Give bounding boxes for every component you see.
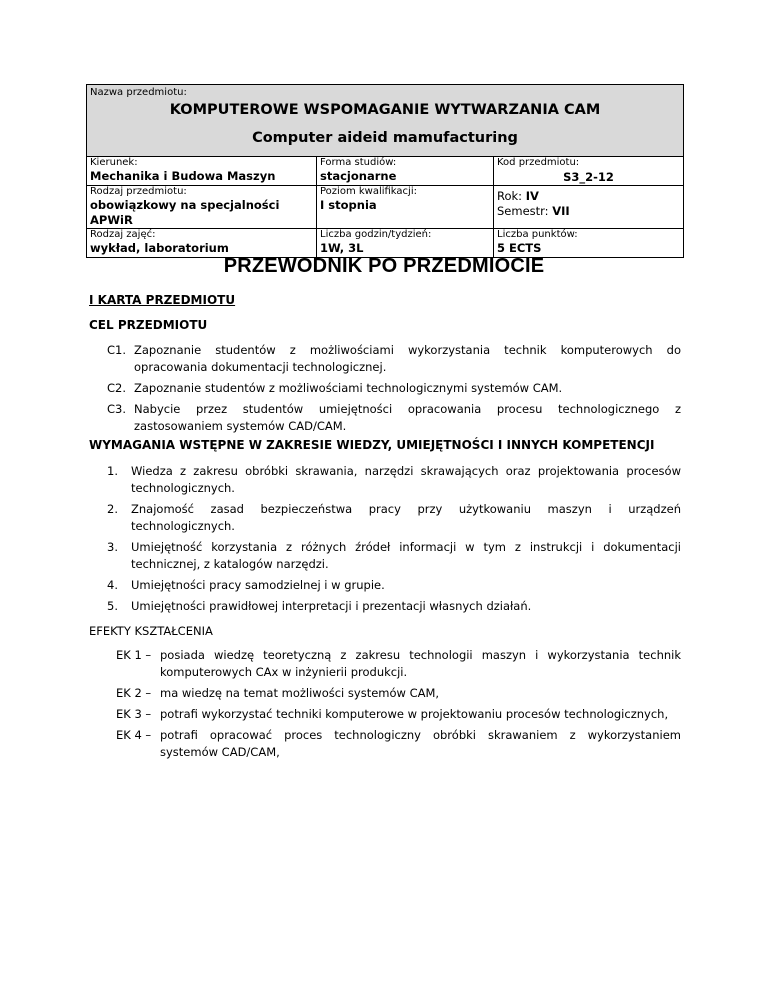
wymagania-item (107, 463, 681, 497)
cel-item-number: C3. (107, 402, 127, 416)
cel-list (107, 342, 681, 435)
main-title: PRZEWODNIK PO PRZEDMIOCIE (223, 255, 545, 277)
poziom-value: I stopnia (320, 198, 377, 212)
punkty-cell (494, 229, 684, 258)
wymagania-item-number: 5. (107, 599, 118, 613)
wymagania-item-number: 2. (107, 502, 118, 516)
subject-title-en: Computer aideid mamufacturing (252, 130, 518, 146)
rodzaj-cell (87, 186, 317, 229)
semestr-value: VII (552, 204, 570, 218)
wymagania-item (107, 577, 681, 594)
zajecia-cell (87, 229, 317, 258)
efekty-item-text: posiada wiedzę teoretyczną z zakresu technologii maszyn i wykorzystania technik komputerowych CAx w inżynierii produkcji. (160, 648, 681, 679)
wymagania-heading (89, 438, 681, 452)
cel-item-text: Zapoznanie studentów z możliwościami technologicznymi systemów CAM. (134, 381, 563, 395)
forma-cell (317, 157, 494, 186)
semestr-label: Semestr: (497, 204, 549, 218)
rok-semestr-cell (494, 186, 684, 229)
efekty-item-number: EK 1 – (116, 648, 152, 662)
poziom-cell (317, 186, 494, 229)
poziom-label: Poziom kwalifikacji: (320, 186, 417, 197)
efekty-item-number: EK 2 – (116, 686, 152, 700)
subject-label: Nazwa przedmiotu: (90, 87, 187, 98)
subject-title: KOMPUTEROWE WSPOMAGANIE WYTWARZANIA CAM (169, 102, 601, 118)
kod-label: Kod przedmiotu: (497, 157, 580, 168)
efekty-item-number: EK 3 – (116, 707, 152, 721)
efekty-item-text: potrafi opracować proces technologiczny obróbki skrawaniem z wykorzystaniem systemów CAD/CAM, (160, 728, 681, 759)
rodzaj-label: Rodzaj przedmiotu: (90, 186, 187, 197)
rodzaj-value: obowiązkowy na specjalności APWiR (90, 198, 280, 227)
cel-item (107, 342, 681, 376)
kierunek-cell (87, 157, 317, 186)
efekty-item (116, 647, 681, 681)
cel-item-text: Nabycie przez studentów umiejętności opracowania procesu technologicznego z zastosowaniem systemów CAD/CAM. (134, 402, 681, 433)
cel-item (107, 380, 681, 397)
karta-heading (89, 293, 681, 307)
rok-label: Rok: (497, 189, 523, 203)
godziny-label: Liczba godzin/tydzień: (320, 229, 432, 240)
efekty-item (116, 685, 681, 702)
cel-heading-text: CEL PRZEDMIOTU (89, 318, 208, 332)
cel-item-number: C1. (107, 343, 127, 357)
wymagania-item-number: 1. (107, 464, 118, 478)
wymagania-item-text: Umiejętności pracy samodzielnej i w grupie. (131, 578, 385, 592)
wymagania-item-number: 3. (107, 540, 118, 554)
forma-value: stacjonarne (320, 169, 397, 183)
kierunek-value: Mechanika i Budowa Maszyn (90, 169, 276, 183)
wymagania-item (107, 501, 681, 535)
cel-item-text: Zapoznanie studentów z możliwościami wykorzystania technik komputerowych do opracowania dokumentacji technologicznej. (134, 343, 681, 374)
kod-cell (494, 157, 684, 186)
wymagania-item-text: Umiejętności prawidłowej interpretacji i prezentacji własnych działań. (131, 599, 532, 613)
semestr-line (497, 204, 680, 219)
punkty-value: 5 ECTS (497, 241, 542, 255)
wymagania-item (107, 539, 681, 573)
zajecia-value: wykład, laboratorium (90, 241, 229, 255)
wymagania-heading-text: WYMAGANIA WSTĘPNE W ZAKRESIE WIEDZY, UMIEJĘTNOŚCI I INNYCH KOMPETENCJI (89, 438, 655, 452)
efekty-item-number: EK 4 – (116, 728, 152, 742)
subject-name-cell (87, 85, 684, 157)
wymagania-item-text: Wiedza z zakresu obróbki skrawania, narzędzi skrawających oraz projektowania procesów technologicznych. (131, 464, 681, 495)
rok-line (497, 189, 680, 204)
kod-value: S3_2-12 (563, 170, 614, 184)
wymagania-list (107, 463, 681, 615)
cel-item (107, 401, 681, 435)
efekty-list (116, 647, 681, 761)
wymagania-item-text: Znajomość zasad bezpieczeństwa pracy przy użytkowaniu maszyn i urządzeń technologicznych. (131, 502, 681, 533)
efekty-item-text: potrafi wykorzystać techniki komputerowe w projektowaniu procesów technologicznych, (160, 707, 669, 721)
zajecia-label: Rodzaj zajęć: (90, 229, 156, 240)
efekty-item-text: ma wiedzę na temat możliwości systemów CAM, (160, 686, 440, 700)
karta-heading-text: I KARTA PRZEDMIOTU (89, 293, 236, 307)
cel-heading (89, 318, 681, 332)
kierunek-label: Kierunek: (90, 157, 138, 168)
efekty-heading-text: EFEKTY KSZTAŁCENIA (89, 624, 213, 638)
punkty-label: Liczba punktów: (497, 229, 578, 240)
wymagania-item-text: Umiejętność korzystania z różnych źródeł informacji w tym z instrukcji i dokumentacji technicznej, z katalogów narzędzi. (131, 540, 681, 571)
efekty-item (116, 706, 681, 723)
subject-info-table (86, 84, 684, 258)
godziny-value: 1W, 3L (320, 241, 364, 255)
cel-item-number: C2. (107, 381, 127, 395)
efekty-item (116, 727, 681, 761)
godziny-cell (317, 229, 494, 258)
efekty-heading (89, 624, 681, 638)
wymagania-item-number: 4. (107, 578, 118, 592)
forma-label: Forma studiów: (320, 157, 397, 168)
wymagania-item (107, 598, 681, 615)
rok-value: IV (525, 189, 539, 203)
